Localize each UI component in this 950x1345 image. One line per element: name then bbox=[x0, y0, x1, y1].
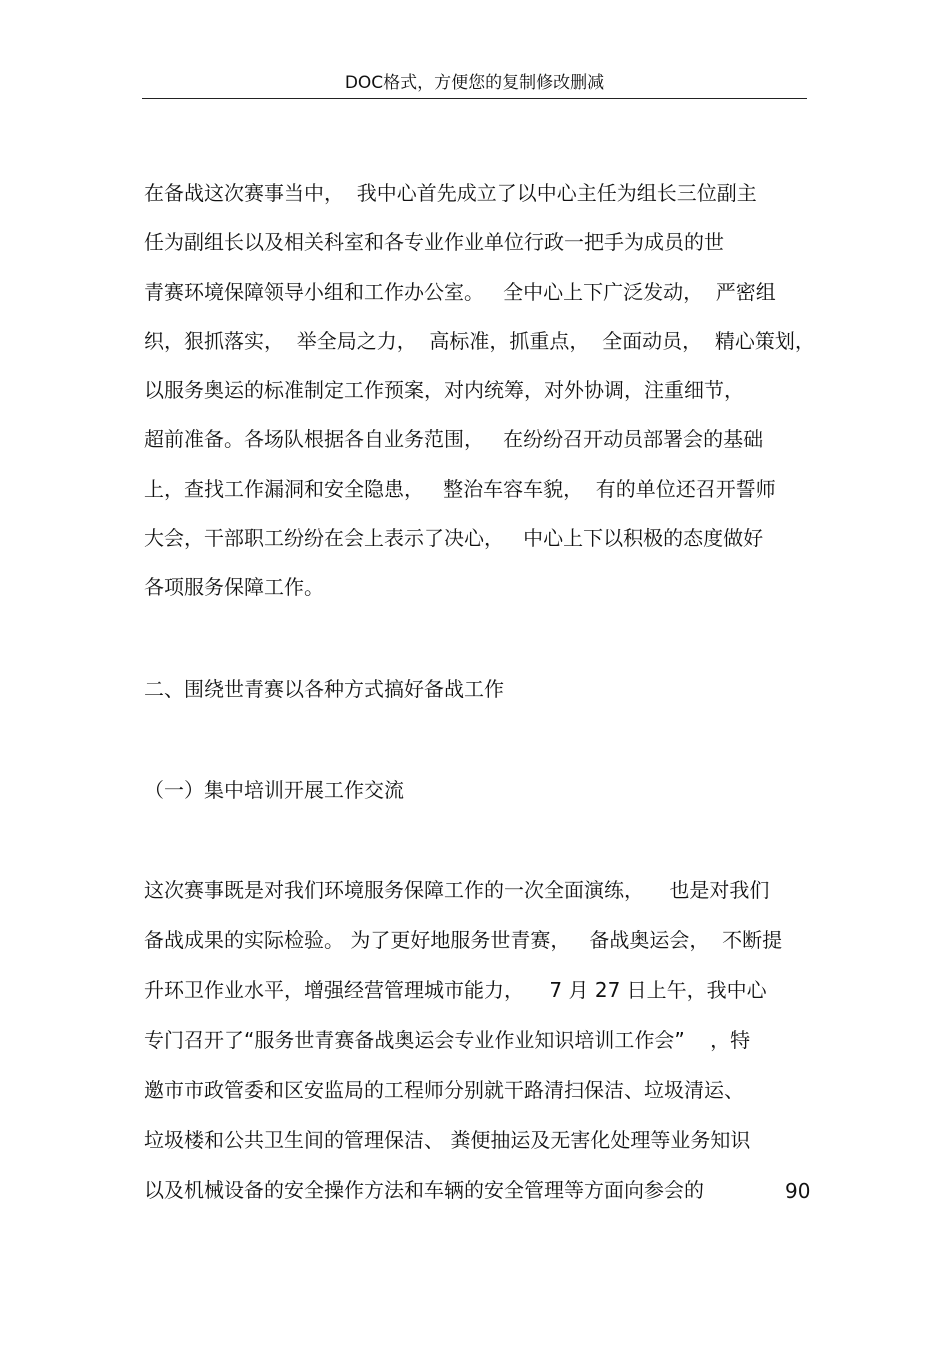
paragraph-line: 上，查找工作漏洞和安全隐患， 整治车容车貌， 有的单位还召开誓师 bbox=[144, 477, 776, 501]
paragraph-line: 以服务奥运的标准制定工作预案，对内统筹，对外协调，注重细节， bbox=[144, 378, 744, 402]
paragraph-line: 专门召开了“服务世青赛备战奥运会专业作业知识培训工作会” ，特 bbox=[144, 1028, 751, 1052]
paragraph-line: 织，狠抓落实， 举全局之力， 高标准，抓重点， 全面动员， 精心策划， bbox=[144, 329, 815, 353]
paragraph-line: 任为副组长以及相关科室和各专业作业单位行政一把手为成员的世 bbox=[144, 230, 724, 254]
paragraph-line: 各项服务保障工作。 bbox=[144, 575, 324, 599]
paragraph-line: 在备战这次赛事当中， 我中心首先成立了以中心主任为组长三位副主 bbox=[144, 181, 757, 205]
page-number: 90 bbox=[785, 1179, 811, 1203]
paragraph-line: 邀市市政管委和区安监局的工程师分别就干路清扫保洁、垃圾清运、 bbox=[144, 1078, 744, 1102]
subsection-heading: （一）集中培训开展工作交流 bbox=[144, 778, 404, 802]
paragraph-line: 大会，干部职工纷纷在会上表示了决心， 中心上下以积极的态度做好 bbox=[144, 526, 764, 550]
paragraph-line: 备战成果的实际检验。 为了更好地服务世青赛， 备战奥运会， 不断提 bbox=[144, 928, 783, 952]
paragraph-line: 升环卫作业水平，增强经营管理城市能力， 7 月 27 日上午，我中心 bbox=[144, 978, 767, 1002]
paragraph-line: 超前准备。各场队根据各自业务范围， 在纷纷召开动员部署会的基础 bbox=[144, 427, 764, 451]
paragraph-line: 青赛环境保障领导小组和工作办公室。 全中心上下广泛发动， 严密组 bbox=[144, 280, 776, 304]
section-heading: 二、围绕世青赛以各种方式搞好备战工作 bbox=[144, 677, 504, 701]
paragraph-line: 垃圾楼和公共卫生间的管理保洁、 粪便抽运及无害化处理等业务知识 bbox=[144, 1128, 751, 1152]
page-header: DOC格式，方便您的复制修改删减 bbox=[142, 70, 807, 99]
paragraph-line: 这次赛事既是对我们环境服务保障工作的一次全面演练， 也是对我们 bbox=[144, 878, 770, 902]
paragraph-line: 以及机械设备的安全操作方法和车辆的安全管理等方面向参会的 bbox=[144, 1178, 704, 1202]
